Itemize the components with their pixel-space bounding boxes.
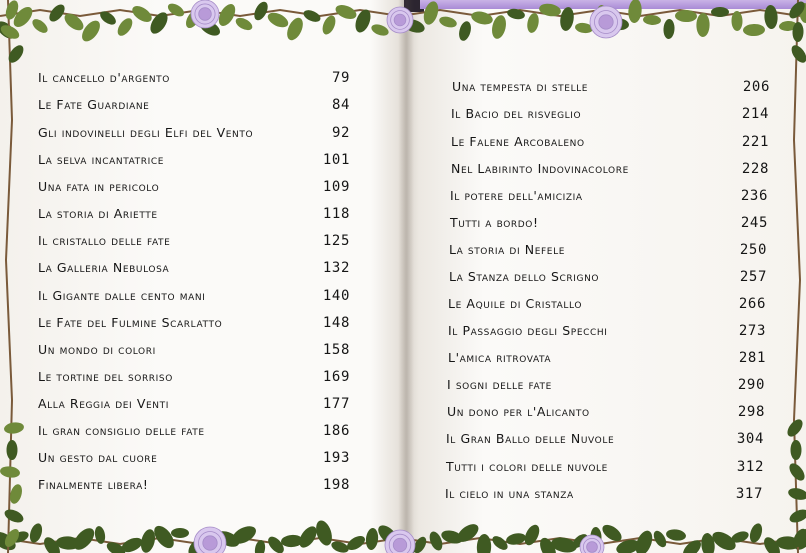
toc-page-number: 92 — [331, 125, 350, 141]
toc-title: Una tempesta di stelle — [452, 79, 589, 94]
toc-title: La selva incantatrice — [38, 152, 165, 167]
toc-entry — [446, 431, 764, 447]
toc-title: Il cristallo delle fate — [38, 233, 171, 248]
toc-entry — [448, 350, 766, 366]
toc-title: Una fata in pericolo — [38, 179, 160, 194]
toc-entry — [446, 459, 764, 475]
toc-entry — [38, 450, 350, 466]
toc-title: Il Passaggio degli Specchi — [448, 323, 608, 338]
toc-entry — [38, 125, 350, 141]
toc-page-number: 158 — [322, 342, 350, 358]
toc-page-number: 250 — [739, 242, 767, 258]
left-page — [0, 0, 400, 553]
toc-page-number: 132 — [322, 260, 350, 276]
toc-entry — [445, 486, 763, 502]
toc-entry — [38, 97, 350, 113]
toc-title: Il gran consiglio delle fate — [38, 423, 205, 438]
toc-page-number: 317 — [735, 486, 763, 502]
toc-page-number: 304 — [736, 431, 764, 447]
toc-entry — [448, 323, 766, 339]
toc-title: I sogni delle fate — [447, 377, 552, 392]
toc-title: Il cielo in una stanza — [445, 486, 574, 501]
toc-title: Tutti i colori delle nuvole — [446, 459, 608, 474]
toc-title: Gli indovinelli degli Elfi del Vento — [38, 125, 254, 140]
toc-title: Un mondo di colori — [38, 342, 156, 357]
toc-page-number: 169 — [322, 369, 350, 385]
toc-title: La storia di Nefele — [449, 242, 565, 257]
toc-page-number: 228 — [741, 161, 769, 177]
toc-entry — [38, 477, 350, 493]
toc-title: Le tortine del sorriso — [38, 369, 173, 384]
toc-title: Tutti a bordo! — [450, 215, 539, 230]
toc-entry — [451, 161, 769, 177]
toc-title: Un gesto dal cuore — [38, 450, 158, 465]
toc-page-number: 221 — [741, 134, 769, 150]
toc-entry — [449, 269, 767, 285]
toc-page-number: 281 — [738, 350, 766, 366]
toc-entry — [447, 404, 765, 420]
toc-title: La storia di Ariette — [38, 206, 158, 221]
toc-title: Le Falene Arcobaleno — [451, 134, 585, 149]
toc-title: Il potere dell'amicizia — [450, 188, 583, 203]
toc-title: Un dono per l'Alicanto — [447, 404, 590, 419]
toc-entry — [38, 369, 350, 385]
toc-title: Il cancello d'argento — [38, 70, 170, 85]
toc-title: La Stanza dello Scrigno — [449, 269, 600, 284]
right-page — [408, 0, 806, 553]
toc-page-number: 236 — [740, 188, 768, 204]
toc-title: L'amica ritrovata — [448, 350, 552, 365]
toc-title: Nel Labirinto Indovinacolore — [451, 161, 629, 176]
toc-page-number: 266 — [738, 296, 766, 312]
toc-page-number: 206 — [742, 79, 770, 95]
toc-entry — [450, 215, 768, 231]
toc-entry — [450, 188, 768, 204]
toc-page-number: 290 — [737, 377, 765, 393]
toc-page-number: 118 — [322, 206, 350, 222]
toc-entry — [451, 106, 769, 122]
toc-entry — [38, 179, 350, 195]
toc-title: Il Gigante dalle cento mani — [38, 288, 206, 303]
toc-entry — [448, 296, 766, 312]
toc-page-number: 298 — [737, 404, 765, 420]
toc-entry — [38, 260, 350, 276]
toc-page-number: 109 — [322, 179, 350, 195]
toc-page-number: 312 — [736, 459, 764, 475]
toc-page-number: 140 — [322, 288, 350, 304]
toc-title: Il Bacio del risveglio — [451, 106, 582, 121]
toc-entry — [38, 342, 350, 358]
toc-entry — [447, 377, 765, 393]
toc-entry — [38, 423, 350, 439]
toc-title: Le Fate del Fulmine Scarlatto — [38, 315, 223, 330]
toc-title: Finalmente libera! — [38, 477, 149, 492]
toc-entry — [451, 134, 769, 150]
toc-entry — [452, 79, 770, 95]
toc-page-number: 79 — [331, 70, 350, 86]
toc-title: La Galleria Nebulosa — [38, 260, 170, 275]
toc-page-number: 193 — [322, 450, 350, 466]
toc-page-number: 257 — [739, 269, 767, 285]
toc-page-number: 198 — [322, 477, 350, 493]
toc-title: Alla Reggia dei Venti — [38, 396, 169, 411]
toc-entry — [449, 242, 767, 258]
toc-page-number: 148 — [322, 315, 350, 331]
toc-entry — [38, 288, 350, 304]
toc-page-number: 84 — [331, 97, 350, 113]
toc-page-number: 101 — [322, 152, 350, 168]
toc-entry — [38, 233, 350, 249]
toc-page-number: 186 — [322, 423, 350, 439]
toc-page-number: 214 — [741, 106, 769, 122]
toc-title: Il Gran Ballo delle Nuvole — [446, 431, 615, 446]
toc-title: Le Fate Guardiane — [38, 97, 150, 112]
toc-entry — [38, 70, 350, 86]
toc-entry — [38, 152, 350, 168]
toc-title: Le Aquile di Cristallo — [448, 296, 583, 311]
toc-page-number: 125 — [322, 233, 350, 249]
toc-entry — [38, 206, 350, 222]
toc-page-number: 177 — [322, 396, 350, 412]
toc-entry — [38, 315, 350, 331]
toc-entry — [38, 396, 350, 412]
toc-page-number: 245 — [740, 215, 768, 231]
toc-page-number: 273 — [738, 323, 766, 339]
